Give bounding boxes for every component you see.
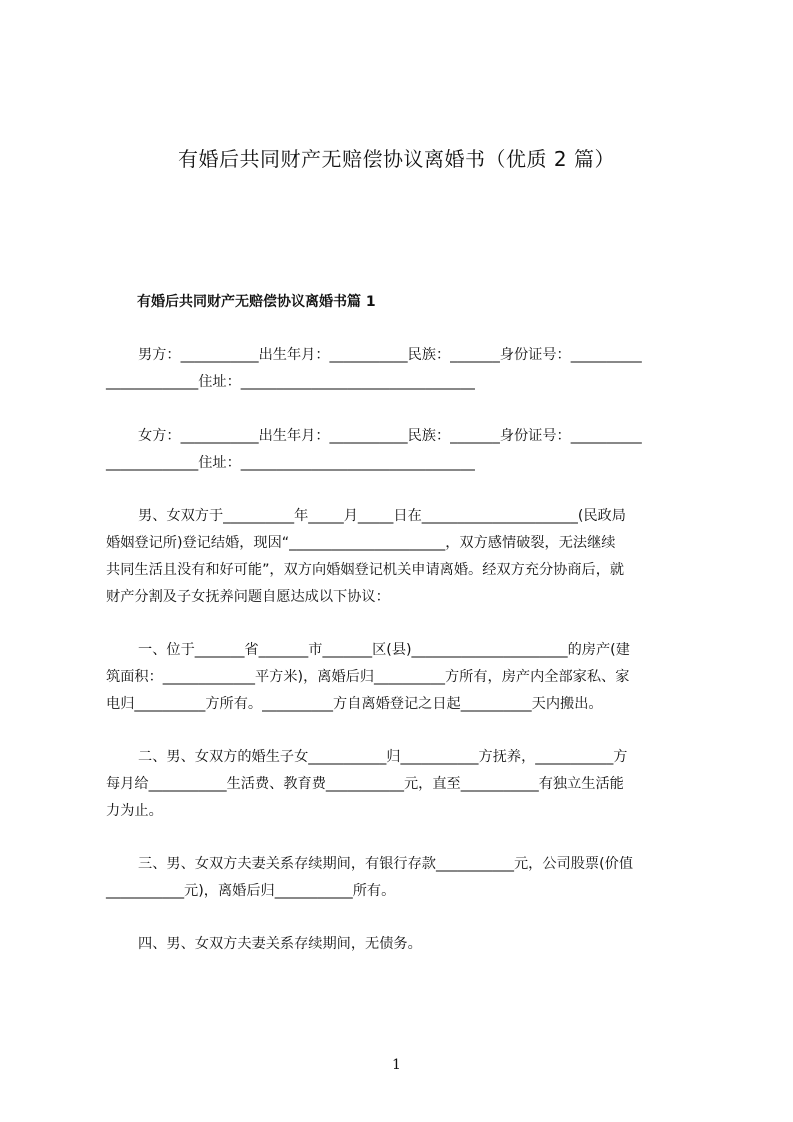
page-number: 1 (392, 1057, 401, 1073)
paragraph-line: _____________住址：_________________________________ (106, 455, 475, 471)
paragraph-line: ___________元)，离婚后归___________所有。 (106, 883, 396, 899)
paragraph-line: 四、男、女双方夫妻关系存续期间，无债务。 (138, 936, 422, 952)
paragraph-line: 男、女双方于__________年_____月_____日在______________________(民政局 (138, 508, 626, 524)
paragraph-line: 筑面积：_____________平方米)，离婚后归__________方所有，房产内全部家私、家 (106, 669, 630, 685)
paragraph-line: 婚姻登记所)登记结婚，现因“______________________，双方感情破裂，无法继续 (106, 535, 616, 551)
paragraph-line: 三、男、女双方夫妻关系存续期间，有银行存款___________元，公司股票(价值 (138, 856, 634, 872)
paragraph-line: 力为止。 (106, 803, 163, 819)
paragraph-line: 电归__________方所有。__________方自离婚登记之日起__________天内搬出。 (106, 696, 603, 712)
paragraph-line: 共同生活且没有和好可能”，双方向婚姻登记机关申请离婚。经双方充分协商后，就 (106, 562, 625, 578)
paragraph-line: 财产分割及子女抚养问题自愿达成以下协议： (106, 589, 390, 605)
paragraph-line: _____________住址：_________________________________ (106, 374, 475, 390)
document-title: 有婚后共同财产无赔偿协议离婚书（优质 2 篇） (178, 147, 615, 171)
section-heading: 有婚后共同财产无赔偿协议离婚书篇 1 (137, 294, 376, 310)
paragraph-line: 一、位于_______省_______市_______区(县)______________________的房产(建 (138, 642, 630, 658)
paragraph-line: 二、男、女双方的婚生子女___________归___________方抚养，___________方 (138, 749, 628, 765)
paragraph-line: 男方：___________出生年月：___________民族：_______身份证号：__________ (138, 347, 642, 363)
paragraph-line: 女方：___________出生年月：___________民族：_______身份证号：__________ (138, 428, 642, 444)
paragraph-line: 每月给___________生活费、教育费___________元，直至___________有独立生活能 (106, 776, 624, 792)
